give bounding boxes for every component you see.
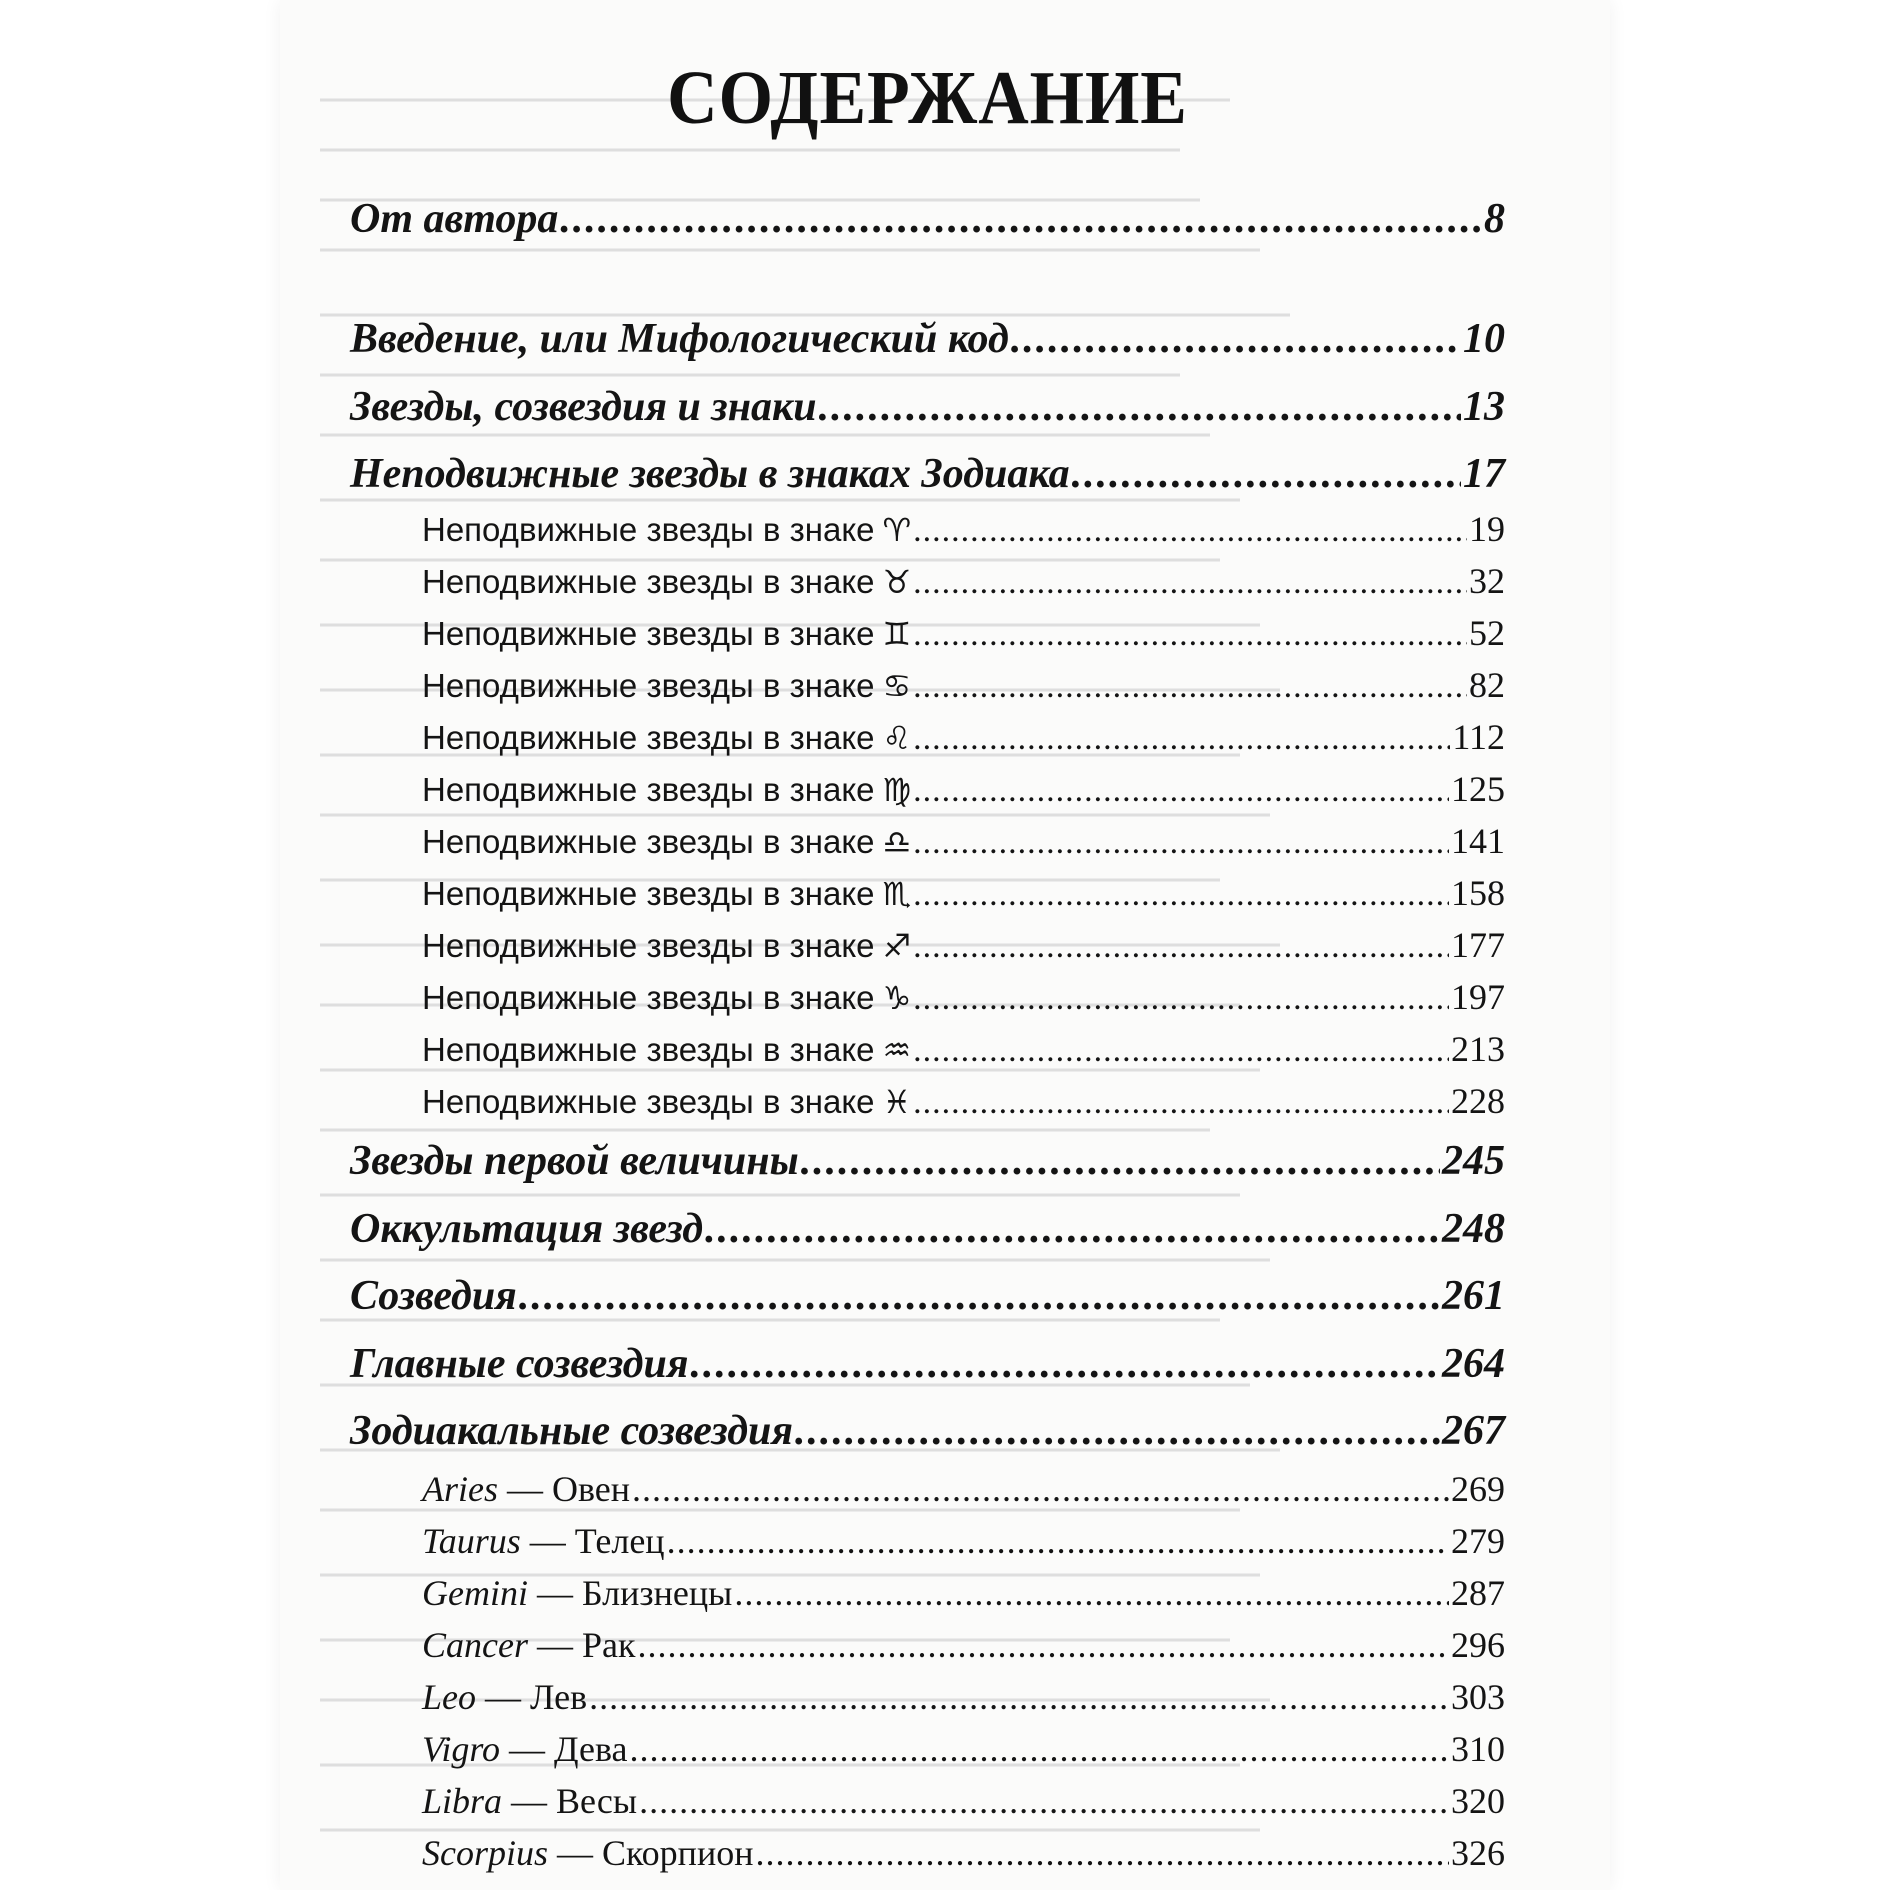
toc-constellation-entry[interactable] [422,1624,1505,1666]
dot-leader [690,1340,1440,1388]
constellation-name: Cancer — Рак [422,1625,636,1665]
toc-entry-label: От автора [350,196,559,242]
toc-subentry-label: Неподвижные звезды в знаке ♎ [422,823,912,861]
dot-leader [734,1572,1449,1614]
capricorn-icon: ♑ [882,979,912,1017]
toc-subentry[interactable] [422,612,1505,654]
toc-entry-label: Звезды первой величины [350,1138,799,1184]
toc-constellation-page: 279 [1451,1521,1505,1561]
dot-leader [667,1520,1449,1562]
toc-subentry-page: 19 [1469,509,1505,549]
dot-leader [801,1137,1440,1185]
toc-entry[interactable] [350,195,1505,243]
toc-subentry[interactable] [422,976,1505,1018]
dot-leader [632,1468,1449,1510]
sagittarius-icon: ♐ [882,927,912,965]
toc-entry-label: Главные созвездия [350,1341,689,1387]
toc-subentry-label: Неподвижные звезды в знаке ♏ [422,875,912,913]
leo-icon: ♌ [882,719,912,757]
dot-leader [819,383,1461,431]
toc-entry[interactable] [350,450,1505,498]
dot-leader [913,1084,1449,1122]
toc-subentry-label: Неподвижные звезды в знаке ♑ [422,979,912,1017]
taurus-icon: ♉ [882,563,912,601]
toc-subentry-label: Неподвижные звезды в знаке ♓ [422,1083,912,1121]
toc-subentry-label: Неподвижные звезды в знаке ♈ [422,511,912,549]
toc-constellation-entry[interactable] [422,1780,1505,1822]
toc-constellation-page: 320 [1451,1781,1505,1821]
toc-subentry[interactable] [422,1028,1505,1070]
toc-constellation-page: 303 [1451,1677,1505,1717]
toc-subentry[interactable] [422,716,1505,758]
toc-subentry-page: 213 [1451,1029,1505,1069]
toc-entry-label: Звезды, созвездия и знаки [350,384,817,430]
toc-subentry[interactable] [422,664,1505,706]
toc-entry-label: Неподвижные звезды в знаках Зодиака [350,451,1070,497]
pisces-icon: ♓ [882,1083,912,1121]
toc-entry-label: Введение, или Мифологический код [350,316,1009,362]
toc-subentry-label: Неподвижные звезды в знаке ♌ [422,719,912,757]
constellation-name: Leo — Лев [422,1677,588,1717]
toc-subentry-page: 177 [1451,925,1505,965]
constellation-name: Gemini — Близнецы [422,1573,733,1613]
toc-entry[interactable] [350,1407,1505,1455]
cancer-icon: ♋ [882,667,912,705]
dot-leader [913,980,1449,1018]
toc-entry-page: 8 [1484,196,1505,242]
toc-subentry-label: Неподвижные звезды в знаке ♊ [422,615,912,653]
toc-subentry[interactable] [422,508,1505,550]
dot-leader [519,1272,1440,1320]
toc-subentry[interactable] [422,820,1505,862]
toc-subentry-label: Неподвижные звезды в знаке ♒ [422,1031,912,1069]
toc-entry[interactable] [350,315,1505,363]
toc-constellation-page: 296 [1451,1625,1505,1665]
toc-constellation-entry[interactable] [422,1728,1505,1770]
dot-leader [639,1780,1449,1822]
aries-icon: ♈ [882,511,912,549]
toc-subentry[interactable] [422,768,1505,810]
toc-constellation-page: 287 [1451,1573,1505,1613]
gemini-icon: ♊ [882,615,912,653]
toc-entry[interactable] [350,1205,1505,1253]
toc-entry-page: 264 [1442,1341,1505,1387]
toc-entry-page: 17 [1463,451,1505,497]
dot-leader [913,876,1449,914]
dot-leader [913,512,1467,550]
page-title: СОДЕРЖАНИЕ [667,56,1188,140]
toc-constellation-entry[interactable] [422,1468,1505,1510]
aquarius-icon: ♒ [882,1031,912,1069]
toc-constellation-entry[interactable] [422,1572,1505,1614]
constellation-name: Scorpius — Скорпион [422,1833,754,1873]
toc-subentry-label: Неподвижные звезды в знаке ♍ [422,771,912,809]
toc-subentry-page: 82 [1469,665,1505,705]
dot-leader [589,1676,1449,1718]
toc-subentry[interactable] [422,560,1505,602]
toc-entry-page: 245 [1442,1138,1505,1184]
toc-entry-page: 261 [1442,1273,1505,1319]
toc-entry-label: Созведия [350,1273,517,1319]
virgo-icon: ♍ [882,771,912,809]
dot-leader [913,928,1449,966]
toc-constellation-page: 326 [1451,1833,1505,1873]
toc-entry[interactable] [350,1137,1505,1185]
dot-leader [755,1832,1449,1874]
toc-subentry-page: 125 [1451,769,1505,809]
dot-leader [705,1205,1440,1253]
toc-subentry-page: 228 [1451,1081,1505,1121]
toc-entry[interactable] [350,383,1505,431]
toc-entry-page: 248 [1442,1206,1505,1252]
dot-leader [913,1032,1449,1070]
toc-subentry-label: Неподвижные звезды в знаке ♐ [422,927,912,965]
toc-subentry-page: 141 [1451,821,1505,861]
toc-subentry-label: Неподвижные звезды в знаке ♉ [422,563,912,601]
libra-icon: ♎ [882,823,912,861]
dot-leader [637,1624,1449,1666]
dot-leader [913,772,1449,810]
dot-leader [560,195,1482,243]
toc-constellation-page: 310 [1451,1729,1505,1769]
toc-subentry-label: Неподвижные звезды в знаке ♋ [422,667,912,705]
dot-leader [629,1728,1449,1770]
dot-leader [913,564,1467,602]
toc-entry-page: 13 [1463,384,1505,430]
toc-entry[interactable] [350,1340,1505,1388]
constellation-name: Vigro — Дева [422,1729,628,1769]
toc-subentry[interactable] [422,924,1505,966]
toc-entry-label: Оккультация звезд [350,1206,704,1252]
book-page [280,0,1610,1890]
toc-subentry-page: 197 [1451,977,1505,1017]
toc-entry-page: 267 [1442,1408,1505,1454]
dot-leader [913,720,1450,758]
toc-entry-label: Зодиакальные созвездия [350,1408,794,1454]
scorpio-icon: ♏ [882,875,912,913]
toc-constellation-entry[interactable] [422,1676,1505,1718]
toc-subentry-page: 112 [1452,717,1505,757]
dot-leader [913,616,1467,654]
constellation-name: Taurus — Телец [422,1521,665,1561]
toc-subentry-page: 32 [1469,561,1505,601]
dot-leader [913,824,1449,862]
toc-subentry[interactable] [422,872,1505,914]
dot-leader [795,1407,1440,1455]
toc-constellation-page: 269 [1451,1469,1505,1509]
toc-subentry[interactable] [422,1080,1505,1122]
dot-leader [1072,450,1461,498]
toc-entry-page: 10 [1463,316,1505,362]
toc-subentry-page: 158 [1451,873,1505,913]
toc-constellation-entry[interactable] [422,1520,1505,1562]
toc-entry[interactable] [350,1272,1505,1320]
constellation-name: Aries — Овен [422,1469,631,1509]
constellation-name: Libra — Весы [422,1781,638,1821]
dot-leader [913,668,1467,706]
dot-leader [1011,315,1461,363]
toc-subentry-page: 52 [1469,613,1505,653]
toc-constellation-entry[interactable] [422,1832,1505,1874]
